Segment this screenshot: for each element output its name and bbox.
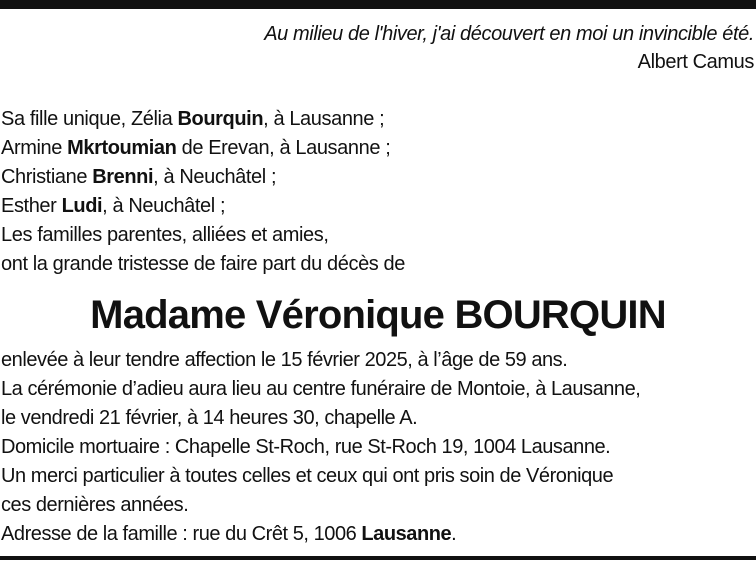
family-line-suffix: , à Lausanne ; [263,108,385,130]
address-city: Lausanne [361,523,452,545]
family-surname: Bourquin [177,108,264,130]
body-line: Un merci particulier à toutes celles et ceux qui ont pris soin de Véronique [1,465,614,487]
family-line [1,192,751,221]
body-line: le vendredi 21 février, à 14 heures 30, chapelle A. [1,407,418,429]
family-line [1,105,751,134]
body-line: ces dernières années. [1,494,189,516]
bottom-rule [0,556,756,560]
address-suffix: . [451,523,457,545]
family-line-suffix: de Erevan, à Lausanne ; [176,137,391,159]
family-line [1,163,751,192]
family-line-prefix: Esther [1,195,62,217]
body-line: Domicile mortuaire : Chapelle St-Roch, rue St-Roch 19, 1004 Lausanne. [1,436,611,458]
body-line: enlevée à leur tendre affection le 15 février 2025, à l’âge de 59 ans. [1,349,568,371]
family-line-prefix: Armine [1,137,68,159]
family-list [1,105,751,279]
family-line-prefix: Sa fille unique, Zélia [1,108,178,130]
obituary-body [1,346,753,549]
family-surname: Brenni [92,166,154,188]
family-line-prefix: Christiane [1,166,93,188]
body-line: La cérémonie d’adieu aura lieu au centre funéraire de Montoie, à Lausanne, [1,378,641,400]
family-address [1,520,753,549]
epigraph-quote: Au milieu de l'hiver, j'ai découvert en moi un invincible été. [264,23,754,45]
family-line [1,134,751,163]
address-prefix: Adresse de la famille : rue du Crêt 5, 1006 [1,523,362,545]
family-line-suffix: , à Neuchâtel ; [153,166,277,188]
family-line-suffix: , à Neuchâtel ; [102,195,226,217]
family-surname: Mkrtoumian [67,137,177,159]
epigraph-author: Albert Camus [637,51,754,73]
announcement-line: ont la grande tristesse de faire part du décès de [1,253,405,275]
deceased-name: Madame Véronique BOURQUIN [90,293,666,337]
family-surname: Ludi [61,195,103,217]
top-rule [0,0,756,9]
family-extra-line: Les familles parentes, alliées et amies, [1,224,329,246]
